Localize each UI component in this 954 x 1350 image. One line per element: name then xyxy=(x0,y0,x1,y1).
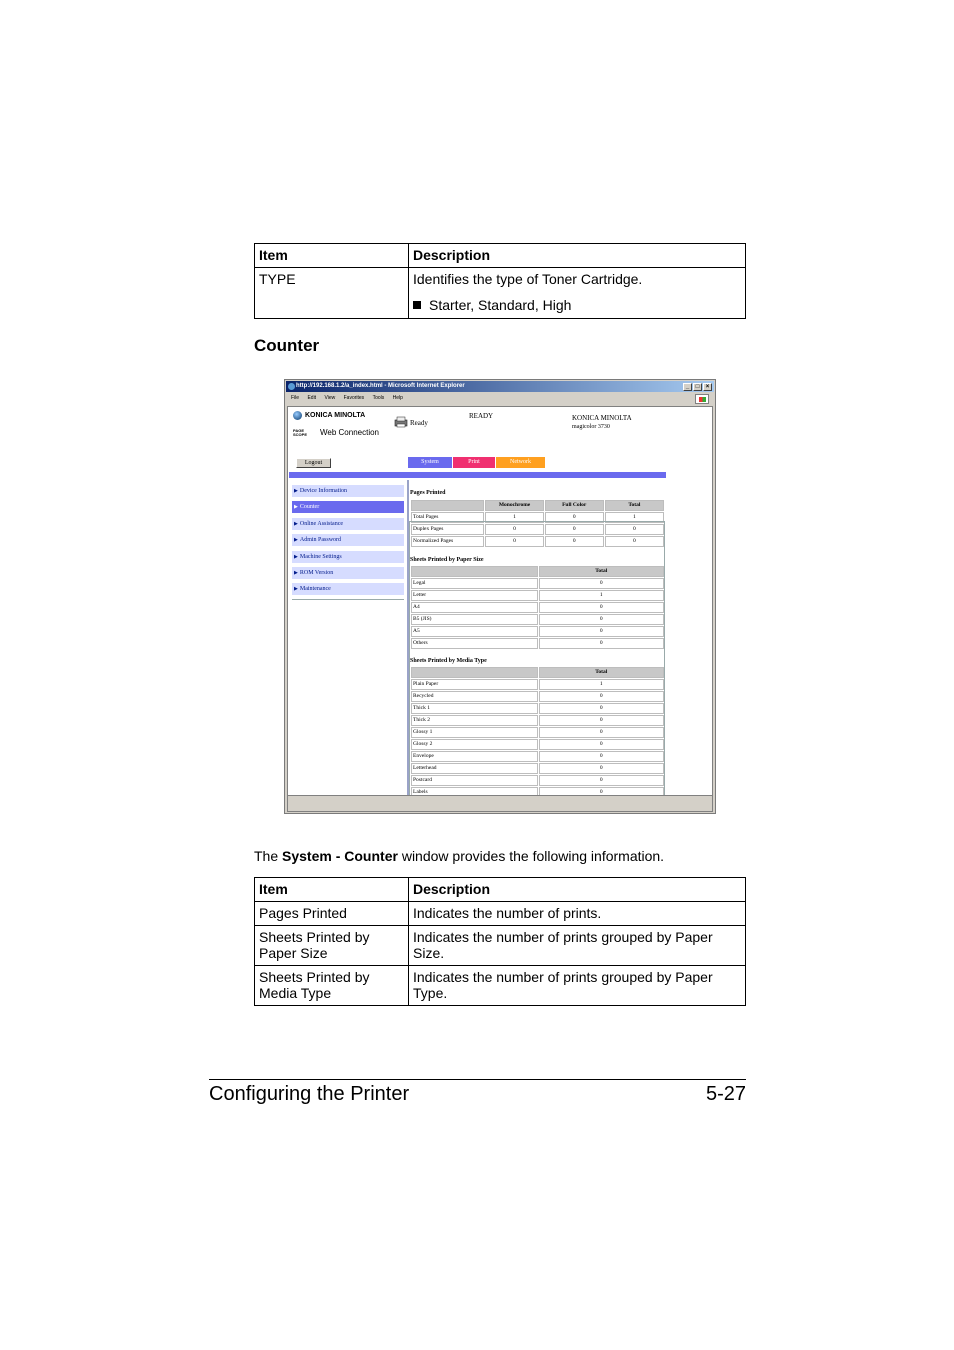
row-label: Duplex Pages xyxy=(411,524,484,535)
pages-printed-title: Pages Printed xyxy=(410,490,446,496)
item-cell: Sheets Printed by Media Type xyxy=(255,966,409,1006)
browser-title: http://192.168.1.2/a_index.html - Microsoft Internet Explorer xyxy=(296,383,465,389)
printer-icon xyxy=(394,416,408,428)
item-cell: Pages Printed xyxy=(255,902,409,926)
table-row xyxy=(255,268,746,319)
sidebar-menu xyxy=(292,485,404,600)
count-value: 0 xyxy=(545,512,604,523)
row-label: Labels xyxy=(411,787,538,798)
browser-window-screenshot xyxy=(284,379,716,814)
globe-logo-icon xyxy=(293,411,302,420)
sidebar-item-label: Admin Password xyxy=(299,537,342,544)
table-row xyxy=(411,751,664,762)
row-label: Total Pages xyxy=(411,512,484,523)
tab-network[interactable]: Network xyxy=(496,457,545,468)
konica-minolta-logo xyxy=(293,411,365,420)
maximize-icon[interactable]: □ xyxy=(693,383,702,391)
menu-help[interactable]: Help xyxy=(392,395,403,401)
pagescope-mark: PAGE SCOPE xyxy=(293,427,308,437)
sidebar-item-label: Online Assistance xyxy=(299,520,344,527)
column-header xyxy=(411,566,538,577)
intro-bold: System - Counter xyxy=(282,848,398,864)
count-value: 0 xyxy=(539,602,665,613)
count-value: 0 xyxy=(485,536,543,547)
count-value: 0 xyxy=(539,715,665,726)
row-label: Letterhead xyxy=(411,763,538,774)
table-row xyxy=(411,626,664,637)
item-cell: TYPE xyxy=(255,268,409,319)
logout-button[interactable]: Logout xyxy=(296,458,331,468)
menu-view[interactable]: View xyxy=(324,395,336,401)
square-bullet-icon xyxy=(413,301,421,309)
table-row xyxy=(411,536,664,547)
count-value: 0 xyxy=(539,751,665,762)
table-row xyxy=(411,578,664,589)
brand-logo-text: KONICA MINOLTA xyxy=(305,412,366,419)
row-label: Recycled xyxy=(411,691,538,702)
table-header-row xyxy=(411,566,664,577)
count-value: 0 xyxy=(605,536,664,547)
table-row xyxy=(411,614,664,625)
media-type-title: Sheets Printed by Media Type xyxy=(410,658,487,664)
item-cell: Sheets Printed by Paper Size xyxy=(255,926,409,966)
status-ready-label: Ready xyxy=(410,419,428,427)
header-item: Item xyxy=(255,244,409,268)
arrow-right-icon: ▶ xyxy=(294,521,298,527)
row-label: Postcard xyxy=(411,775,538,786)
count-value: 0 xyxy=(539,703,665,714)
arrow-right-icon: ▶ xyxy=(294,587,298,593)
count-value: 1 xyxy=(605,512,664,523)
footer-rule xyxy=(209,1079,746,1080)
sidebar-item-label: ROM Version xyxy=(299,569,334,576)
arrow-right-icon: ▶ xyxy=(294,489,298,494)
column-header xyxy=(411,500,484,511)
sidebar-item-admin-password[interactable] xyxy=(292,534,404,546)
table-row xyxy=(411,775,664,786)
count-value: 0 xyxy=(539,626,665,637)
table-row xyxy=(411,512,664,523)
table-row xyxy=(411,763,664,774)
header-description: Description xyxy=(409,878,746,902)
column-header xyxy=(411,667,538,678)
model-name: magicolor 3730 xyxy=(572,424,610,430)
paper-size-table xyxy=(410,565,665,650)
count-value: 0 xyxy=(539,739,665,750)
close-icon[interactable]: × xyxy=(703,383,712,391)
footer-title: Configuring the Printer xyxy=(209,1083,410,1105)
menu-edit[interactable]: Edit xyxy=(307,395,317,401)
bullet-line xyxy=(413,297,741,313)
header-description: Description xyxy=(409,244,746,268)
windows-flag-icon xyxy=(695,394,709,404)
sidebar-item-machine-settings[interactable] xyxy=(292,551,404,563)
row-label: Envelope xyxy=(411,751,538,762)
column-header: Full Color xyxy=(545,500,604,511)
paper-size-title: Sheets Printed by Paper Size xyxy=(410,557,484,563)
count-value: 0 xyxy=(545,524,604,535)
table-row xyxy=(255,926,746,966)
row-label: Glossy 1 xyxy=(411,727,538,738)
count-value: 0 xyxy=(545,536,604,547)
browser-statusbar xyxy=(288,795,713,811)
row-label: Legal xyxy=(411,578,538,589)
count-value: 0 xyxy=(539,578,665,589)
row-label: Letter xyxy=(411,590,538,601)
count-value: 0 xyxy=(539,614,665,625)
sidebar-item-counter[interactable] xyxy=(292,501,404,513)
intro-pre: The xyxy=(254,848,283,864)
count-value: 0 xyxy=(539,787,665,798)
description-cell: Indicates the number of prints grouped by Paper Type. xyxy=(409,966,746,1006)
table-row xyxy=(255,966,746,1006)
description-cell: Indicates the number of prints grouped by Paper Size. xyxy=(409,926,746,966)
page-number: 5-27 xyxy=(705,1083,746,1105)
sidebar-divider xyxy=(292,599,404,600)
description-cell xyxy=(409,268,746,319)
bullet-text: Starter, Standard, High xyxy=(429,297,572,313)
count-value: 0 xyxy=(605,524,664,535)
sidebar-item-rom-version[interactable] xyxy=(292,567,404,579)
table-header-row xyxy=(255,244,746,268)
column-header: Total xyxy=(539,566,665,577)
table-header-row xyxy=(255,878,746,902)
arrow-right-icon: ▶ xyxy=(294,538,298,544)
description-cell: Indicates the number of prints. xyxy=(409,902,746,926)
browser-titlebar xyxy=(286,381,714,392)
table-row xyxy=(411,739,664,750)
table-row xyxy=(411,691,664,702)
table-header-row xyxy=(411,667,664,678)
row-label: B5 (JIS) xyxy=(411,614,538,625)
row-label: A4 xyxy=(411,602,538,613)
minimize-icon[interactable]: _ xyxy=(683,383,692,391)
row-label: Plain Paper xyxy=(411,679,538,690)
sidebar-item-label: Machine Settings xyxy=(299,553,342,560)
row-label: A5 xyxy=(411,626,538,637)
counter-description-table xyxy=(254,877,746,1006)
web-content xyxy=(287,406,713,812)
row-label: Thick 2 xyxy=(411,715,538,726)
sidebar-item-device-information[interactable] xyxy=(292,485,404,497)
pagescope-web-connection xyxy=(293,428,379,437)
browser-menubar xyxy=(286,393,714,404)
table-row xyxy=(411,524,664,535)
count-value: 0 xyxy=(539,638,665,649)
menu-file[interactable]: File xyxy=(291,395,300,401)
model-brand: KONICA MINOLTA xyxy=(572,414,632,422)
table-row xyxy=(255,902,746,926)
arrow-right-icon: ▶ xyxy=(294,570,298,576)
table-row xyxy=(411,638,664,649)
count-value: 0 xyxy=(539,763,665,774)
sidebar-item-label: Counter xyxy=(299,504,320,511)
tab-system[interactable]: System xyxy=(408,457,452,468)
column-header: Total xyxy=(539,667,665,678)
count-value: 0 xyxy=(539,727,665,738)
media-type-table xyxy=(410,666,665,799)
intro-post: window provides the following information. xyxy=(397,848,665,864)
sidebar-item-label: Maintenance xyxy=(299,586,331,593)
table-row xyxy=(411,679,664,690)
arrow-right-icon: ▶ xyxy=(294,554,298,560)
sidebar-item-maintenance[interactable] xyxy=(292,583,404,595)
menu-tools[interactable]: Tools xyxy=(372,395,385,401)
count-value: 0 xyxy=(485,524,543,535)
column-header: Total xyxy=(605,500,664,511)
count-value: 1 xyxy=(485,512,543,523)
table-row xyxy=(411,602,664,613)
description-text: Identifies the type of Toner Cartridge. xyxy=(413,271,643,287)
web-connection-label: Web Connection xyxy=(320,428,379,437)
count-value: 1 xyxy=(539,679,665,690)
table-header-row xyxy=(411,500,664,511)
count-value: 0 xyxy=(539,691,665,702)
intro-paragraph xyxy=(254,848,664,864)
content-divider xyxy=(407,480,409,796)
tab-underline-bar xyxy=(289,472,666,478)
table-row xyxy=(411,715,664,726)
row-label: Others xyxy=(411,638,538,649)
menu-favorites[interactable]: Favorites xyxy=(343,395,365,401)
table-row xyxy=(411,590,664,601)
row-label: Glossy 2 xyxy=(411,739,538,750)
table-row xyxy=(411,727,664,738)
table-row xyxy=(411,703,664,714)
count-value: 0 xyxy=(539,775,665,786)
sidebar-item-label: Device Information xyxy=(299,488,348,494)
count-value: 1 xyxy=(539,590,665,601)
pages-printed-table xyxy=(410,499,665,548)
column-header: Monochrome xyxy=(485,500,543,511)
status-ready-display: READY xyxy=(469,412,494,420)
ie-icon xyxy=(288,383,295,390)
sidebar-item-online-assistance[interactable] xyxy=(292,518,404,530)
arrow-right-icon: ▶ xyxy=(294,505,298,511)
tab-print[interactable]: Print xyxy=(453,457,495,468)
section-heading: Counter xyxy=(254,336,320,355)
row-label: Thick 1 xyxy=(411,703,538,714)
row-label: Normalized Pages xyxy=(411,536,484,547)
type-description-table xyxy=(254,243,746,319)
header-item: Item xyxy=(255,878,409,902)
